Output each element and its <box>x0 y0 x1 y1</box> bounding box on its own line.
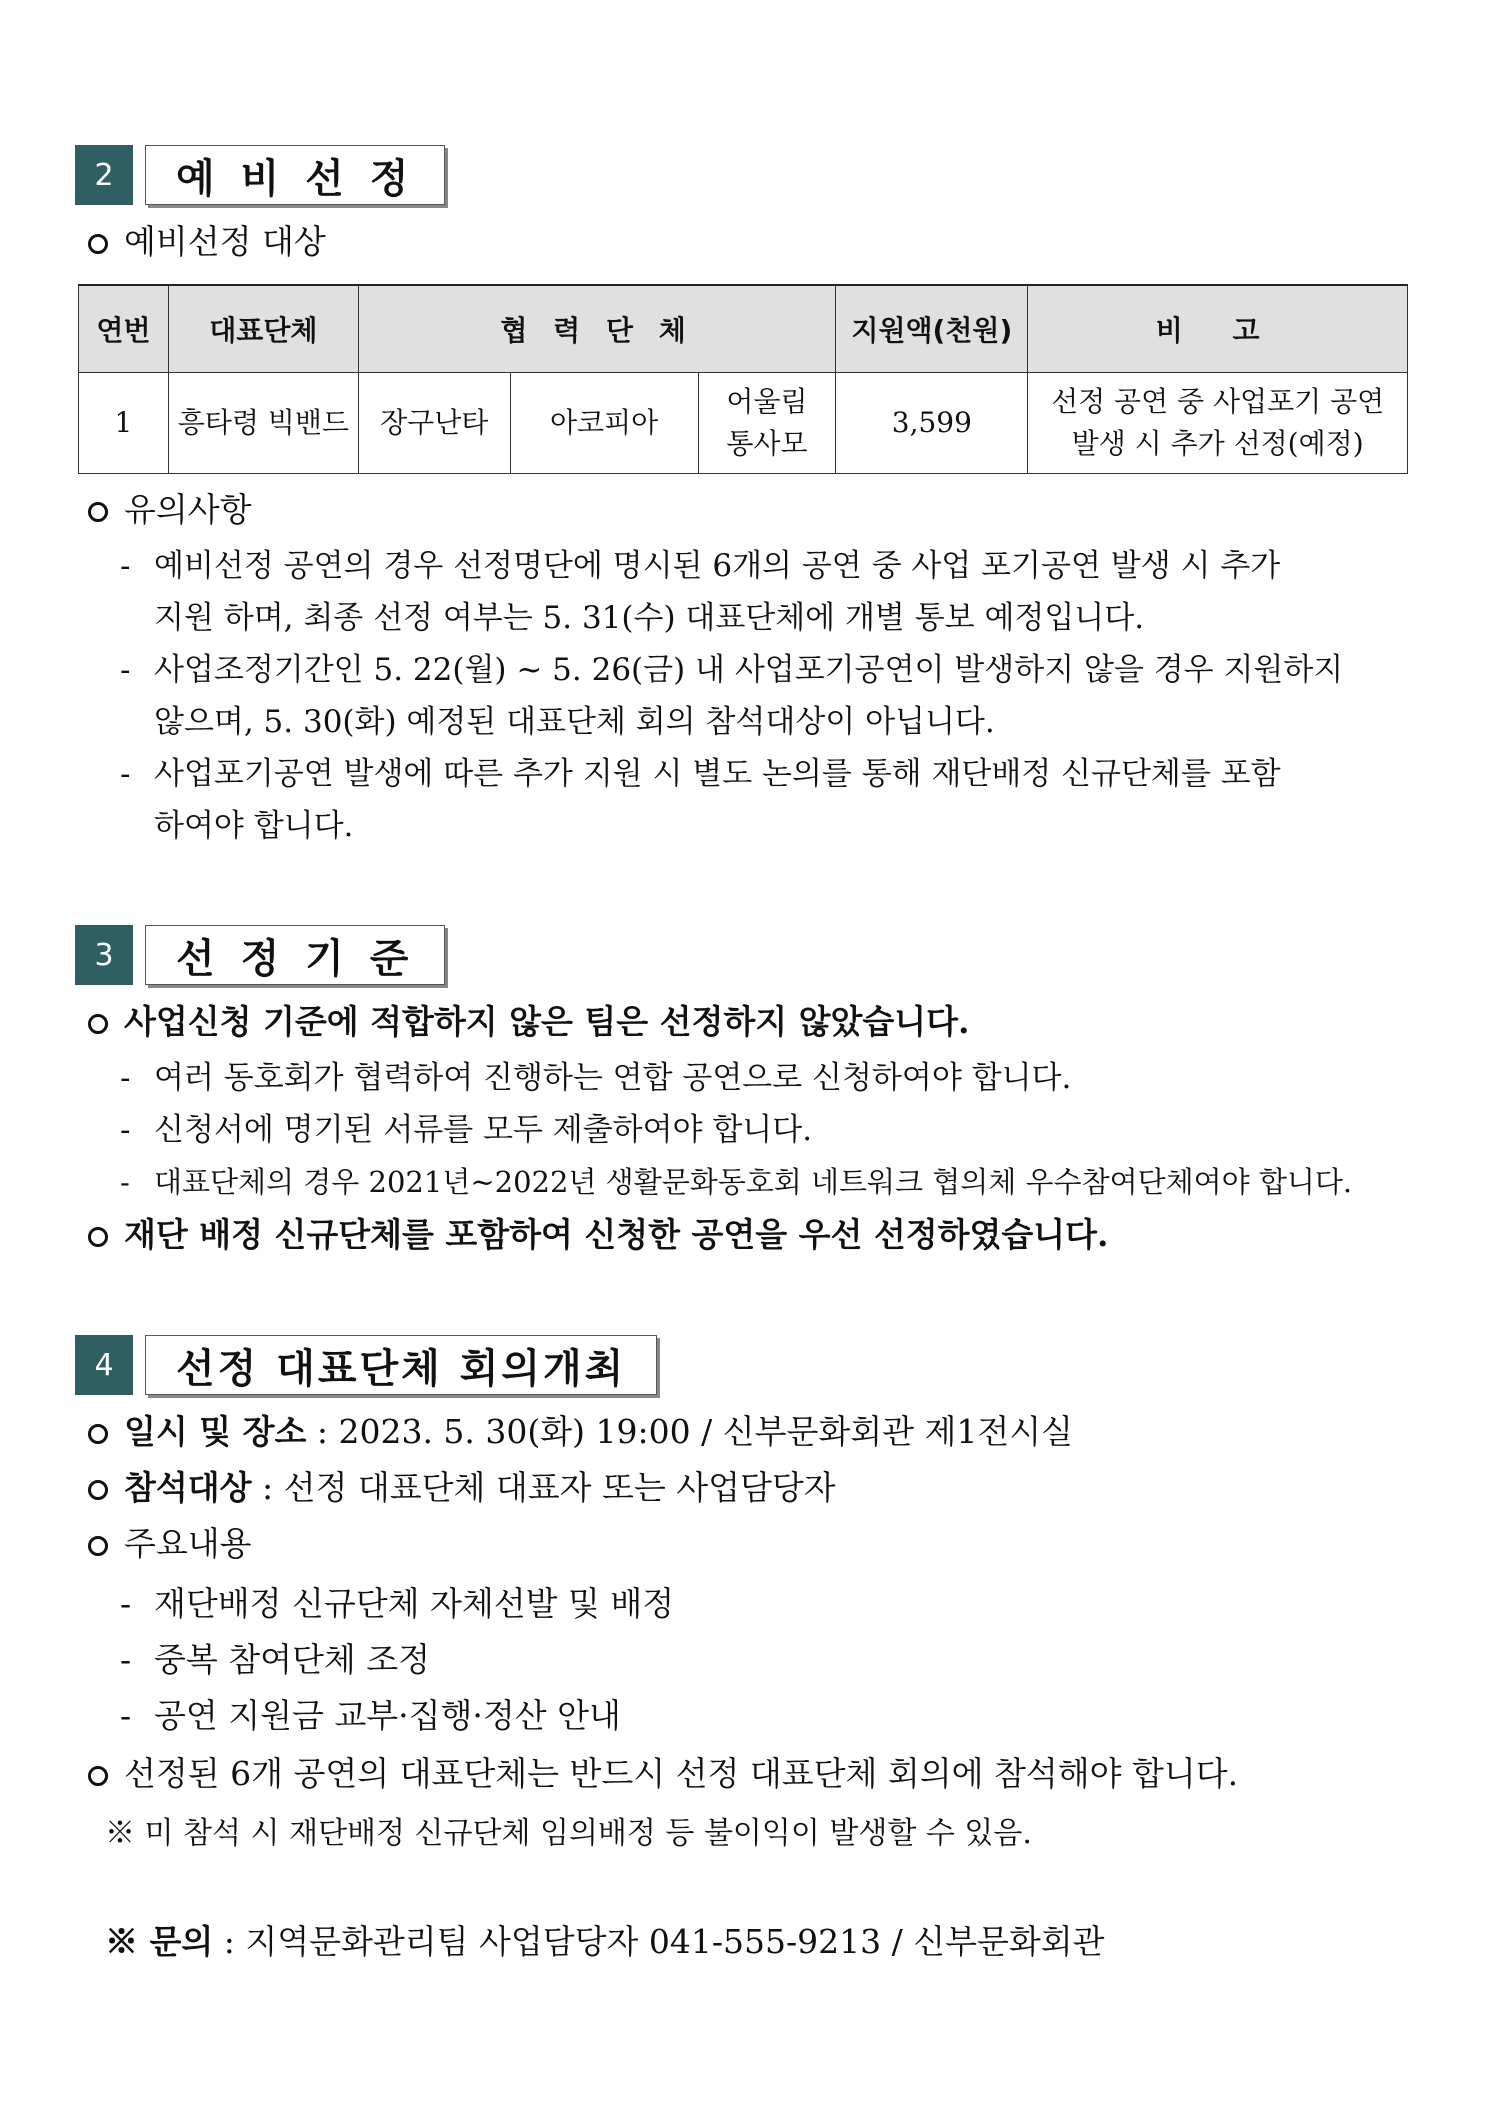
cell-partner-1: 장구난타 <box>358 373 510 474</box>
list-item: - 여러 동호회가 협력하여 진행하는 연합 공연으로 신청하여야 합니다. <box>120 1060 1072 1096</box>
circle-bullet-icon <box>88 234 108 254</box>
header-amount: 지원액(천원) <box>836 285 1028 373</box>
bullet-preliminary-targets: 예비선정 대상 <box>88 220 326 264</box>
contact-info: ※ 문의 : 지역문화관리팀 사업담당자 041-555-9213 / 신부문화회관 <box>105 1922 1105 1961</box>
section-number: 2 <box>75 145 133 205</box>
section-3-header <box>75 925 445 985</box>
table-row <box>79 373 1408 474</box>
cell-partner-2: 아코피아 <box>510 373 698 474</box>
section-title: 예 비 선 정 <box>145 145 445 205</box>
section-number: 4 <box>75 1335 133 1395</box>
bullet-notes: 유의사항 <box>88 488 252 532</box>
header-lead: 대표단체 <box>168 285 358 373</box>
preliminary-selection-table <box>78 284 1408 474</box>
section-4-header <box>75 1335 657 1395</box>
cell-amount: 3,599 <box>836 373 1028 474</box>
header-note: 비 고 <box>1028 285 1408 373</box>
list-item: - 공연 지원금 교부·집행·정산 안내 <box>120 1696 621 1735</box>
attendance-note: ※ 미 참석 시 재단배정 신규단체 임의배정 등 불이익이 발생할 수 있음. <box>105 1816 1032 1851</box>
list-item: - 중복 참여단체 조정 <box>120 1640 431 1679</box>
list-item: - 신청서에 명기된 서류를 모두 제출하여야 합니다. <box>120 1112 813 1148</box>
cell-note: 선정 공연 중 사업포기 공연 발생 시 추가 선정(예정) <box>1028 373 1408 474</box>
list-item: - 재단배정 신규단체 자체선발 및 배정 <box>120 1584 675 1623</box>
circle-bullet-icon <box>88 1424 108 1444</box>
bullet-main-content: 주요내용 <box>88 1522 252 1566</box>
section-title: 선 정 기 준 <box>145 925 445 985</box>
circle-bullet-icon <box>88 1480 108 1500</box>
circle-bullet-icon <box>88 1014 108 1034</box>
table-header-row <box>79 285 1408 373</box>
bullet-datetime-place: 일시 및 장소 : 2023. 5. 30(화) 19:00 / 신부문화회관 제1전시실 <box>88 1410 1073 1454</box>
circle-bullet-icon <box>88 1536 108 1556</box>
cell-lead: 흥타령 빅밴드 <box>168 373 358 474</box>
circle-bullet-icon <box>88 502 108 522</box>
section-title: 선정 대표단체 회의개최 <box>145 1335 657 1395</box>
cell-partner-3: 어울림 통사모 <box>698 373 836 474</box>
bullet-attendees: 참석대상 : 선정 대표단체 대표자 또는 사업담당자 <box>88 1466 836 1510</box>
header-partners: 협 력 단 체 <box>358 285 836 373</box>
circle-bullet-icon <box>88 1227 108 1247</box>
bullet-criteria-2: 재단 배정 신규단체를 포함하여 신청한 공연을 우선 선정하였습니다. <box>88 1213 1109 1257</box>
section-number: 3 <box>75 925 133 985</box>
list-item: - 예비선정 공연의 경우 선정명단에 명시된 6개의 공연 중 사업 포기공연 발생 시 추가 지원 하며, 최종 선정 여부는 5. 31(수) 대표단체에 개별 통보 예정입니다. <box>120 548 1281 636</box>
bullet-criteria-1: 사업신청 기준에 적합하지 않은 팀은 선정하지 않았습니다. <box>88 1000 970 1044</box>
cell-no: 1 <box>79 373 169 474</box>
section-2-header <box>75 145 445 205</box>
list-item: - 대표단체의 경우 2021년~2022년 생활문화동호회 네트워크 협의체 우수참여단체여야 합니다. <box>120 1165 1353 1199</box>
header-no: 연번 <box>79 285 169 373</box>
circle-bullet-icon <box>88 1766 108 1786</box>
list-item: - 사업포기공연 발생에 따른 추가 지원 시 별도 논의를 통해 재단배정 신규단체를 포함 하여야 합니다. <box>120 756 1281 844</box>
bullet-attendance-required: 선정된 6개 공연의 대표단체는 반드시 선정 대표단체 회의에 참석해야 합니다. <box>88 1752 1238 1796</box>
list-item: - 사업조정기간인 5. 22(월) ~ 5. 26(금) 내 사업포기공연이 발생하지 않을 경우 지원하지 않으며, 5. 30(화) 예정된 대표단체 회의 참석대상이 아닙니다. <box>120 652 1344 740</box>
